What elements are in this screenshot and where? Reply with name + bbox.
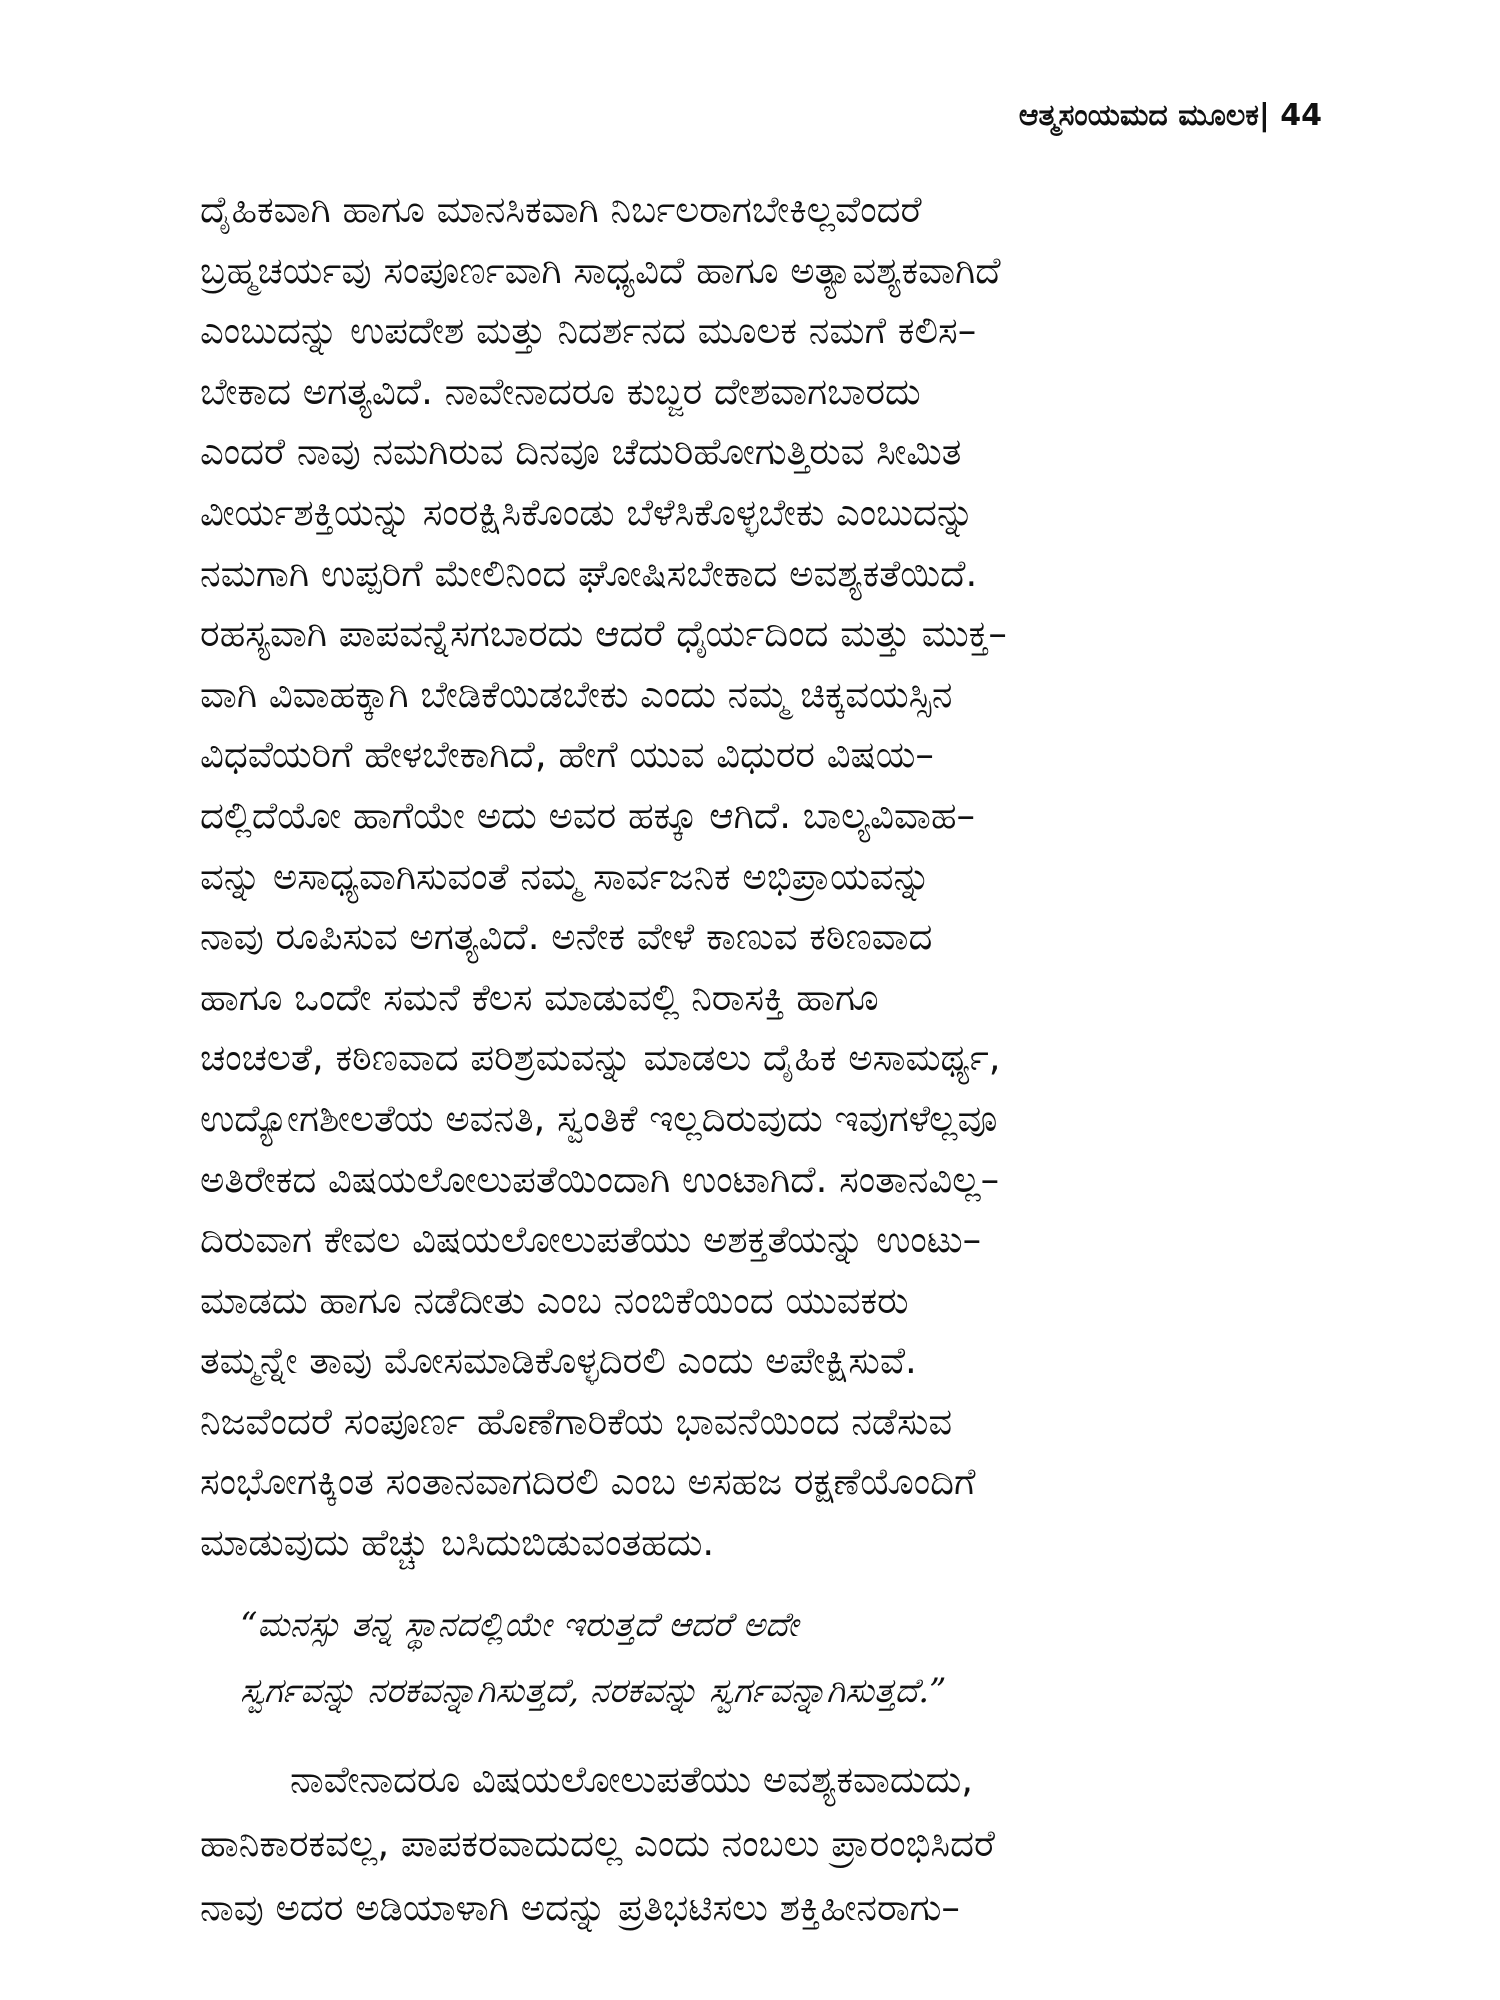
paragraph-second bbox=[200, 1748, 1322, 1940]
quote-line: “ಮನಸ್ಸು ತನ್ನ ಸ್ಥಾನದಲ್ಲಿಯೇ ಇರುತ್ತದೆ ಆದರೆ ಅದೇ bbox=[240, 1605, 799, 1645]
text-line: ಚಂಚಲತೆ, ಕಠಿಣವಾದ ಪರಿಶ್ರಮವನ್ನು ಮಾಡಲು ದೈಹಿಕ ಅಸಾಮರ್ಥ್ಯ, bbox=[200, 1036, 1001, 1080]
text-line: ದೈಹಿಕವಾಗಿ ಹಾಗೂ ಮಾನಸಿಕವಾಗಿ ನಿರ್ಬಲರಾಗಬೇಕಿಲ್ಲವೆಂದರೆ bbox=[200, 188, 922, 231]
text-line: ವಾಗಿ ವಿವಾಹಕ್ಕಾಗಿ ಬೇಡಿಕೆಯಿಡಬೇಕು ಎಂದು ನಮ್ಮ ಚಿಕ್ಕವಯಸ್ಸಿನ bbox=[200, 672, 953, 716]
text-line: ಬ್ರಹ್ಮಚರ್ಯವು ಸಂಪೂರ್ಣವಾಗಿ ಸಾಧ್ಯವಿದೆ ಹಾಗೂ ಅತ್ಯಾವಶ್ಯಕವಾಗಿದೆ bbox=[200, 248, 1001, 292]
text-line: ನಾವು ರೂಪಿಸುವ ಅಗತ್ಯವಿದೆ. ಅನೇಕ ವೇಳೆ ಕಾಣುವ ಕಠಿಣವಾದ bbox=[200, 915, 933, 959]
text-line: ಉದ್ಯೋಗಶೀಲತೆಯ ಅವನತಿ, ಸ್ವಂತಿಕೆ ಇಲ್ಲದಿರುವುದು ಇವುಗಳೆಲ್ಲವೂ bbox=[200, 1096, 998, 1140]
text-line: ಹಾಗೂ ಒಂದೇ ಸಮನೆ ಕೆಲಸ ಮಾಡುವಲ್ಲಿ ನಿರಾಸಕ್ತಿ ಹಾಗೂ bbox=[200, 975, 879, 1019]
text-line: ನಾವು ಅದರ ಅಡಿಯಾಳಾಗಿ ಅದನ್ನು ಪ್ರತಿಭಟಿಸಲು ಶಕ್ತಿಹೀನರಾಗು– bbox=[200, 1886, 960, 1929]
page-header bbox=[200, 92, 1322, 140]
running-title: ಆತ್ಮಸಂಯಮದ ಮೂಲಕ bbox=[1018, 98, 1259, 133]
text-line: ಹಾನಿಕಾರಕವಲ್ಲ, ಪಾಪಕರವಾದುದಲ್ಲ ಎಂದು ನಂಬಲು ಪ್ರಾರಂಭಿಸಿದರೆ bbox=[200, 1822, 996, 1865]
text-line: ಎಂಬುದನ್ನು ಉಪದೇಶ ಮತ್ತು ನಿದರ್ಶನದ ಮೂಲಕ ನಮಗೆ ಕಲಿಸ– bbox=[200, 309, 977, 353]
quote-line: ಸ್ವರ್ಗವನ್ನು ನರಕವನ್ನಾಗಿಸುತ್ತದೆ, ನರಕವನ್ನು ಸ್ವರ್ಗವನ್ನಾಗಿಸುತ್ತದೆ.” bbox=[240, 1671, 947, 1711]
text-line: ವಿಧವೆಯರಿಗೆ ಹೇಳಬೇಕಾಗಿದೆ, ಹೇಗೆ ಯುವ ವಿಧುರರ ವಿಷಯ– bbox=[200, 733, 934, 777]
text-line: ದಿರುವಾಗ ಕೇವಲ ವಿಷಯಲೋಲುಪತೆಯು ಅಶಕ್ತತೆಯನ್ನು ಉಂಟು– bbox=[200, 1218, 982, 1262]
text-line: ವನ್ನು ಅಸಾಧ್ಯವಾಗಿಸುವಂತೆ ನಮ್ಮ ಸಾರ್ವಜನಿಕ ಅಭಿಪ್ರಾಯವನ್ನು bbox=[200, 854, 931, 898]
paragraph-main bbox=[200, 180, 1322, 1574]
text-line: ನಿಜವೆಂದರೆ ಸಂಪೂರ್ಣ ಹೊಣೆಗಾರಿಕೆಯ ಭಾವನೆಯಿಂದ ನಡೆಸುವ bbox=[200, 1399, 953, 1443]
text-line: ನಮಗಾಗಿ ಉಪ್ಪರಿಗೆ ಮೇಲಿನಿಂದ ಘೋಷಿಸಬೇಕಾದ ಅವಶ್ಯಕತೆಯಿದೆ. bbox=[200, 551, 978, 595]
text-line: ನಾವೇನಾದರೂ ವಿಷಯಲೋಲುಪತೆಯು ಅವಶ್ಯಕವಾದುದು, bbox=[290, 1758, 973, 1801]
text-line: ಮಾಡುವುದು ಹೆಚ್ಚು ಬಸಿದುಬಿಡುವಂತಹದು. bbox=[200, 1521, 715, 1565]
text-line: ಸಂಭೋಗಕ್ಕಿಂತ ಸಂತಾನವಾಗದಿರಲಿ ಎಂಬ ಅಸಹಜ ರಕ್ಷಣೆಯೊಂದಿಗೆ bbox=[200, 1460, 976, 1504]
header-separator: | bbox=[1258, 98, 1270, 133]
text-line: ಮಾಡದು ಹಾಗೂ ನಡೆದೀತು ಎಂಬ ನಂಬಿಕೆಯಿಂದ ಯುವಕರು bbox=[200, 1278, 909, 1322]
text-line: ದಲ್ಲಿದೆಯೋ ಹಾಗೆಯೇ ಅದು ಅವರ ಹಕ್ಕೂ ಆಗಿದೆ. ಬಾಲ್ಯವಿವಾಹ– bbox=[200, 793, 975, 837]
text-line: ಅತಿರೇಕದ ವಿಷಯಲೋಲುಪತೆಯಿಂದಾಗಿ ಉಂಟಾಗಿದೆ. ಸಂತಾನವಿಲ್ಲ– bbox=[200, 1157, 1000, 1201]
page-number: 44 bbox=[1280, 98, 1322, 133]
text-line: ಎಂದರೆ ನಾವು ನಮಗಿರುವ ದಿನವೂ ಚೆದುರಿಹೋಗುತ್ತಿರುವ ಸೀಮಿತ bbox=[200, 430, 962, 474]
block-quote bbox=[200, 1592, 1322, 1724]
text-line: ತಮ್ಮನ್ನೇ ತಾವು ಮೋಸಮಾಡಿಕೊಳ್ಳದಿರಲಿ ಎಂದು ಅಪೇಕ್ಷಿಸುವೆ. bbox=[200, 1339, 917, 1383]
text-line: ರಹಸ್ಯವಾಗಿ ಪಾಪವನ್ನೆಸಗಬಾರದು ಆದರೆ ಧೈರ್ಯದಿಂದ ಮತ್ತು ಮುಕ್ತ– bbox=[200, 612, 1007, 656]
text-line: ಬೇಕಾದ ಅಗತ್ಯವಿದೆ. ನಾವೇನಾದರೂ ಕುಬ್ಜರ ದೇಶವಾಗಬಾರದು bbox=[200, 369, 921, 413]
text-line: ವೀರ್ಯಶಕ್ತಿಯನ್ನು ಸಂರಕ್ಷಿಸಿಕೊಂಡು ಬೆಳೆಸಿಕೊಳ್ಳಬೇಕು ಎಂಬುದನ್ನು bbox=[200, 490, 975, 534]
